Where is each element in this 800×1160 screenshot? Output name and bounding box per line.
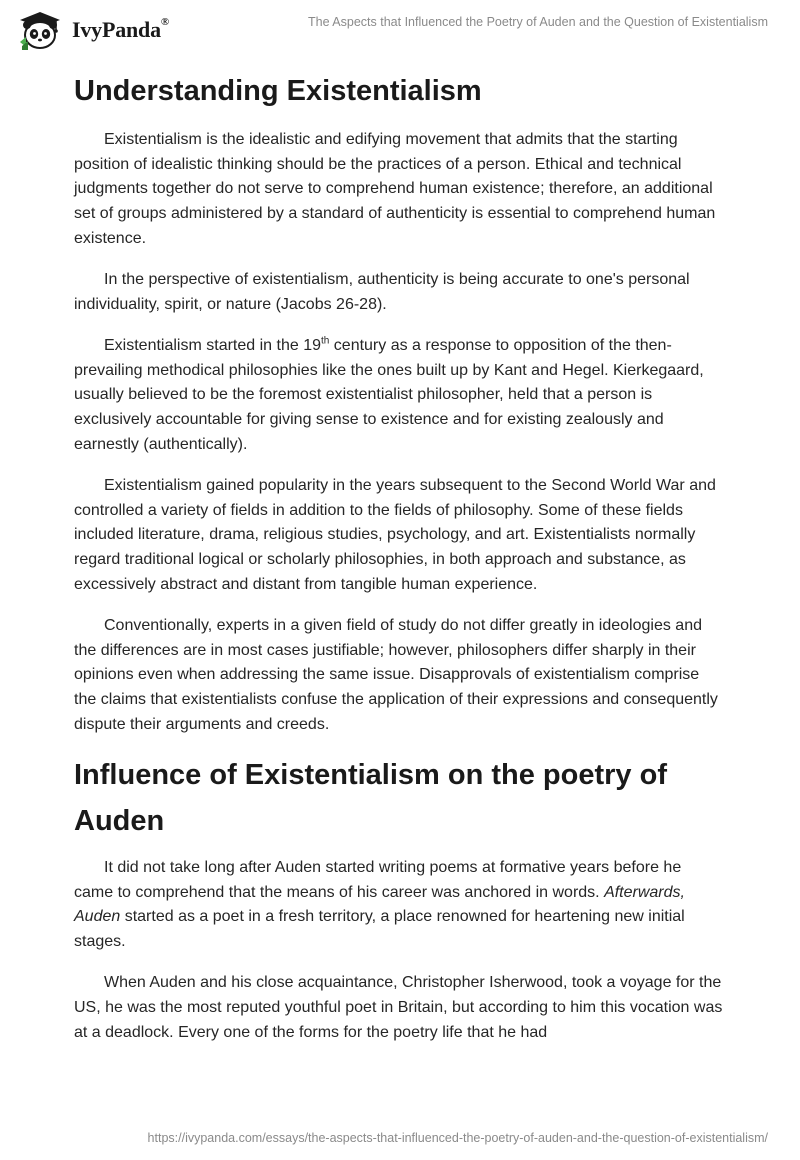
- panda-graduate-icon: [16, 10, 64, 50]
- superscript: th: [321, 335, 330, 347]
- paragraph: In the perspective of existentialism, authenticity is being accurate to one's personal individuality, spirit, or nature (Jacobs 26-28).: [74, 271, 690, 313]
- page-header: [0, 0, 800, 56]
- document-title: The Aspects that Influenced the Poetry of Auden and the Question of Existentialism: [307, 15, 768, 29]
- paragraph: When Auden and his close acquaintance, Christopher Isherwood, took a voyage for the US, he was the most reputed youthful poet in Britain, but according to him this vocation was at a deadlock. Every one of the forms for the poetry life that he had: [74, 974, 723, 1041]
- section-heading: Understanding Existentialism: [74, 75, 482, 107]
- paragraph: Existentialism started in the 19th century as a response to opposition of the then-prevailing methodical philosophies like the ones built up by Kant and Hegel. Kierkegaard, usually believed to be the foremost existentialist philosopher, held that a person is exclusively accountable for giving sense to existence and for existing zealously and earnestly (authentically).: [74, 335, 704, 453]
- paragraph: Existentialism gained popularity in the years subsequent to the Second World War and controlled a variety of fields in addition to the fields of philosophy. Some of these fields included literature, drama, religious studies, psychology, and art. Existentialists normally regard traditional logical or scholarly philosophies, in both approach and substance, as excessively abstract and distant from tangible human experience.: [74, 476, 716, 593]
- paragraph: It did not take long after Auden started writing poems at formative years before he came to comprehend that the means of his career was anchored in words. Afterwards, Auden started as a poet in a fresh territory, a place renowned for heartening new initial stages.: [74, 858, 685, 951]
- source-url[interactable]: https://ivypanda.com/essays/the-aspects-that-influenced-the-poetry-of-auden-and-the-question-of-existentialism/: [147, 1131, 768, 1145]
- paragraph: Existentialism is the idealistic and edifying movement that admits that the starting position of idealistic thinking should be the practices of a person. Ethical and technical judgments together do not serve to comprehend human existence; therefore, an additional set of groups administered by a standard of authenticity is essential to comprehend human existence.: [74, 131, 716, 247]
- brand-name: IvyPanda®: [72, 15, 169, 42]
- article-body: [74, 68, 724, 1062]
- paragraph: Conventionally, experts in a given field of study do not differ greatly in ideologies and the differences are in most cases justifiable; however, philosophers differ sharply in their opinions even when addressing the same issue. Disapprovals of existentialism comprise the claims that existentialists confuse the application of their expressions and consequently dispute their arguments and creeds.: [74, 616, 718, 733]
- section-heading: Influence of Existentialism on the poetry of Auden: [74, 758, 667, 837]
- italic-text: Afterwards, Auden: [74, 883, 685, 926]
- brand-logo[interactable]: [16, 10, 169, 50]
